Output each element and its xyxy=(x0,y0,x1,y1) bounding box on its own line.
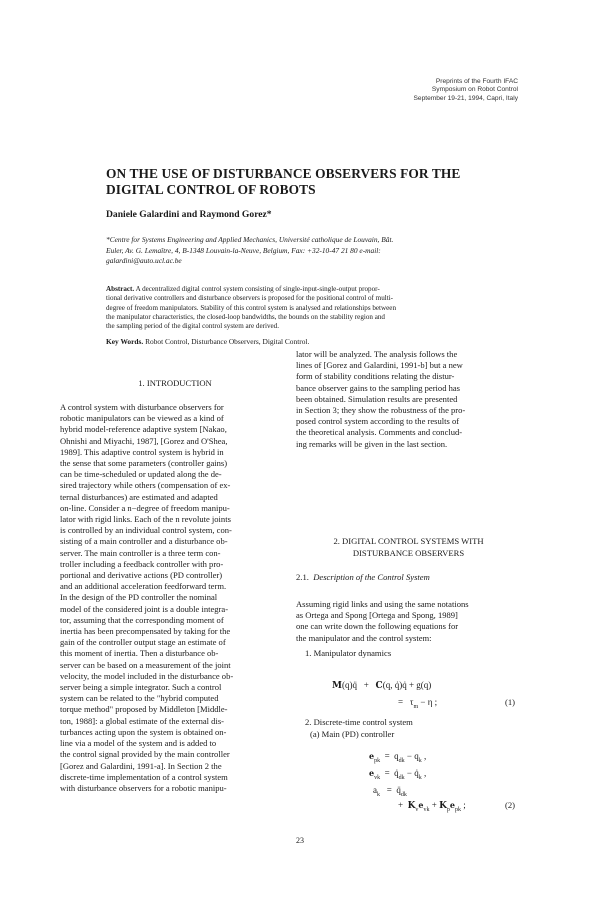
text-line: can be time-scheduled or updated along the de- xyxy=(60,469,222,480)
keywords xyxy=(106,337,309,346)
text-line: is controlled by an individual control system, con- xyxy=(60,525,232,536)
text-line: In the design of the PD controller the nominal xyxy=(60,592,218,603)
text-line: and an additional acceleration feedforward term. xyxy=(60,581,227,592)
text-line: ternal disturbances) are estimated and adapted xyxy=(60,491,218,502)
text-line: portional and derivative actions (PD controller) xyxy=(60,570,223,581)
text-line: lator with rigid links. Each of the n revolute joints xyxy=(60,514,231,525)
text-line: Assuming rigid links and using the same notations xyxy=(296,599,469,609)
text-line: velocity, the model included in the disturbance ob- xyxy=(60,670,234,681)
text-line: the manipulator and the control system: xyxy=(296,632,432,643)
authors: Daniele Galardini and Raymond Gorez* xyxy=(106,209,272,220)
text-line: gain of the controller output stage an estimate of xyxy=(60,637,226,648)
title-line: ON THE USE OF DISTURBANCE OBSERVERS FOR THE xyxy=(106,166,461,181)
text-line: turbances acting upon the system is obtained on- xyxy=(60,726,227,737)
text-line: this moment of inertia. Then a disturbance ob- xyxy=(60,648,219,659)
section-heading-introduction: 1. INTRODUCTION xyxy=(138,378,212,388)
text-line: sired trajectory while others (compensation of ex- xyxy=(60,480,231,491)
equation-1-line-1: M(q)q̈ + C(q, q̇)q̇ + g(q) xyxy=(332,680,432,691)
list-item-control-system: 2. Discrete-time control system xyxy=(305,717,413,727)
text-line: one can write down the following equations for xyxy=(296,621,459,632)
text-line: 1989]. This adaptive control system is hybrid in xyxy=(60,446,224,457)
text-line: robotic manipulators can be viewed as a kind of xyxy=(60,413,224,424)
introduction-body xyxy=(60,402,290,794)
conference-note xyxy=(288,78,518,103)
abstract-line: A decentralized digital control system consisting of single-input-single-output propor- xyxy=(135,285,380,293)
equation-1-line-2: = $\tau_m - \eta$ ; xyxy=(398,697,438,710)
abstract-line: tional derivative controllers and disturbance observers is proposed for the positional control of multi- xyxy=(106,294,394,303)
text-line: model of the considered joint is a double integra- xyxy=(60,603,229,614)
abstract xyxy=(106,285,504,331)
text-line: discrete-time implementation of a control system xyxy=(60,771,228,782)
section-heading-line: DISTURBANCE OBSERVERS xyxy=(352,547,465,558)
list-item-manipulator-dynamics: 1. Manipulator dynamics xyxy=(305,648,392,658)
text-line: as Ortega and Spong [Ortega and Spong, 1989] xyxy=(296,610,458,621)
conference-note-line: Symposium on Robot Control xyxy=(431,86,518,94)
text-line: line via a model of the system and is added to xyxy=(60,738,217,749)
abstract-label: Abstract. xyxy=(106,285,135,293)
equation-2-line-4: + $K_ve_{vk} + K_pe_{pk}$ ; xyxy=(398,800,466,813)
section-heading-digital-control xyxy=(296,536,521,559)
subsection-heading xyxy=(296,572,430,582)
subsection-title: Description of the Control System xyxy=(313,572,430,582)
text-line: system can be related to the "hybrid computed xyxy=(60,693,219,704)
equation-2-line-1: $e_{pk} = q_{dk} - q_k$ , xyxy=(369,751,427,764)
text-line: in Section 3; they show the robustness of the pro- xyxy=(296,405,466,416)
text-line: server being a simple integrator. Such a control xyxy=(60,682,222,693)
text-line: the control signal provided by the main controller xyxy=(60,749,230,760)
text-line: lines of [Gorez and Galardini, 1991-b] but a new xyxy=(296,360,463,371)
text-line: sisting of a main controller and a disturbance ob- xyxy=(60,536,228,547)
affiliation-line: *Centre for Systems Engineering and Applied Mechanics, Université catholique de Louvain, Bât. xyxy=(106,235,394,244)
affiliation-line: galardini@auto.ucl.ac.be xyxy=(106,256,182,265)
conference-note-line: Preprints of the Fourth IFAC xyxy=(435,78,518,85)
introduction-continuation xyxy=(296,349,521,450)
text-line: the theoretical analysis. Comments and conclud- xyxy=(296,427,463,438)
abstract-line: the manipulator characteristics, the closed-loop bandwidths, the bounds on the stability region and xyxy=(106,312,385,321)
section-heading-line: 2. DIGITAL CONTROL SYSTEMS WITH xyxy=(333,536,484,546)
equation-2-line-2: $e_{vk}$ = $q̇_{dk}$ − $q̇_k$ , xyxy=(369,768,427,781)
title-line: DIGITAL CONTROL OF ROBOTS xyxy=(106,181,316,197)
abstract-line: the sampling period of the digital control system are derived. xyxy=(106,322,279,331)
subsection-number: 2.1. xyxy=(296,572,309,582)
text-line: server. The main controller is a three term con- xyxy=(60,547,221,558)
text-line: [Gorez and Galardini, 1991-a]. In Section 2 the xyxy=(60,760,222,771)
text-line: ing remarks will be given in the last section. xyxy=(296,438,448,449)
text-line: form of stability conditions relating the distur- xyxy=(296,371,455,382)
text-line: torque method" proposed by Middleton [Middle- xyxy=(60,704,228,715)
conference-note-line: September 19-21, 1994, Capri, Italy xyxy=(413,94,518,102)
text-line: lator will be analyzed. The analysis follows the xyxy=(296,349,458,359)
equation-number: (1) xyxy=(505,697,516,707)
keywords-label: Key Words. xyxy=(106,337,144,346)
text-line: A control system with disturbance observers for xyxy=(60,402,224,412)
equation-2-line-3: $a_k$ = $q̈_{dk}$ xyxy=(373,785,407,798)
list-item-pd-controller: (a) Main (PD) controller xyxy=(310,729,395,739)
text-line: bance observer gains to the sampling period has xyxy=(296,382,461,393)
text-line: been obtained. Simulation results are presented xyxy=(296,393,458,404)
page-number: 23 xyxy=(296,836,304,845)
paper-title xyxy=(106,166,506,197)
text-line: with disturbance observers for a robotic manipu- xyxy=(60,782,227,793)
affiliation-line: Euler, Av. G. Lemaître, 4, B-1348 Louvain-la-Neuve, Belgium, Fax: +32-10-47 21 80 e-mail: xyxy=(106,245,381,255)
keywords-text: Robot Control, Disturbance Observers, Digital Control. xyxy=(145,337,310,346)
text-line: the sense that some parameters (controller gains) xyxy=(60,458,228,469)
text-line: posed control system according to the results of xyxy=(296,416,460,427)
text-line: tor, assuming that the corresponding moment of xyxy=(60,614,224,625)
text-line: server can be based on a measurement of the joint xyxy=(60,659,231,670)
equation-number: (2) xyxy=(505,800,516,810)
abstract-line: degree of freedom manipulators. Stability of this control system is analysed and relationships between xyxy=(106,303,396,312)
text-line: inertia has been precompensated by taking for the xyxy=(60,626,231,637)
affiliation xyxy=(106,235,506,267)
text-line: hybrid model-reference adaptive system [Nakao, xyxy=(60,424,227,435)
section2-paragraph xyxy=(296,599,521,644)
text-line: troller including a feedback controller with pro- xyxy=(60,558,224,569)
text-line: ton, 1988]: a global estimate of the external dis- xyxy=(60,715,225,726)
text-line: Ohnishi and Miyachi, 1987], [Gorez and O'Shea, xyxy=(60,435,228,446)
text-line: on-line. Consider a n−degree of freedom manipu- xyxy=(60,502,230,513)
